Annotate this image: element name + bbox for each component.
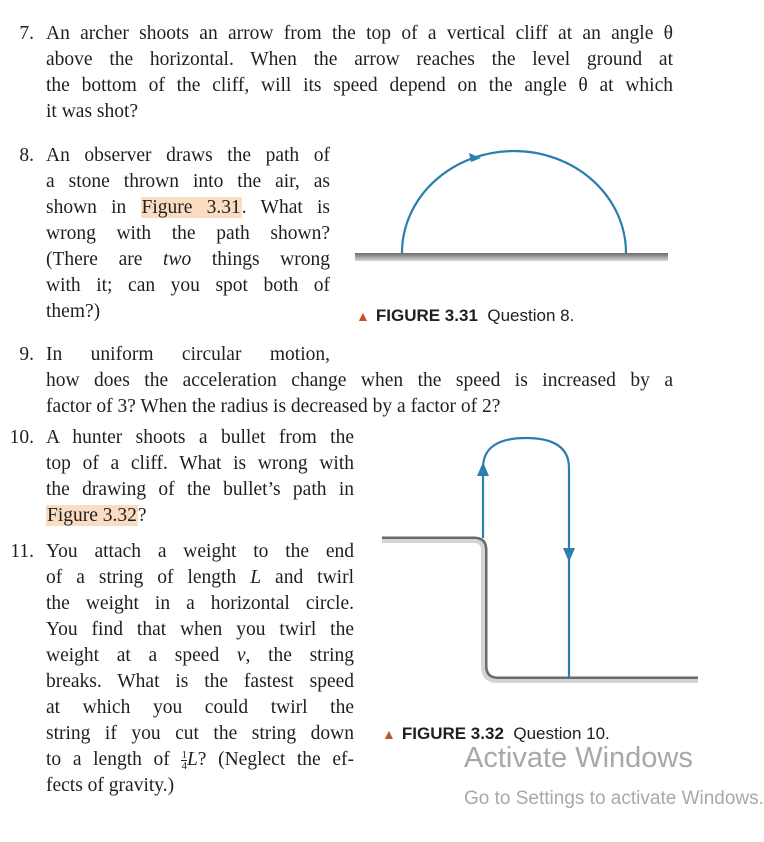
question-number: 9. [19, 344, 34, 365]
figure-3-31-caption: ▲ FIGURE 3.31 Question 8. [356, 306, 575, 325]
fraction-one-quarter: $\frac{1}{4}$ [181, 749, 187, 773]
question-number: 10. [9, 427, 34, 448]
triangle-icon: ▲ [382, 726, 396, 742]
arrowhead-icon [469, 153, 481, 162]
figure-reference-link[interactable]: Figure 3.31 [141, 197, 241, 218]
question-number: 8. [19, 145, 34, 166]
figure-reference-link[interactable]: Figure 3.32 [47, 505, 137, 526]
activation-watermark-title: Activate Windows [464, 742, 693, 774]
arrowhead-down-icon [563, 548, 575, 562]
figure-3-31-diagram [355, 140, 675, 270]
question-text: You attach a weight to the end of a string of length L and twirl the weight in a horizontal circle. You find that when you twirl the weight at a speed v, the string breaks. What is the fastest speed at which you could twirl the string if you cut the string down to a length of $\frac{1}{4}$ L? (Neglect the ef- fects of gravity.) [46, 541, 355, 796]
question-number: 7. [19, 23, 34, 44]
activation-watermark-subtitle[interactable]: Go to Settings to activate Windows. [464, 788, 764, 809]
cliff-shape [382, 538, 698, 678]
ground-line [355, 253, 668, 261]
question-text: A hunter shoots a bullet from the top of a cliff. What is wrong with the drawing of the bullet’s path in Figure 3.32? [46, 427, 354, 526]
bullet-path [483, 438, 569, 678]
arrowhead-up-icon [477, 462, 489, 476]
stone-path-arc [402, 151, 626, 253]
figure-3-32-caption: ▲ FIGURE 3.32 Question 10. [382, 724, 610, 743]
question-text: In uniform circular motion, how does the acceleration change when the speed is increased by a factor of 3? When the radius is decreased by a factor of 2? [46, 344, 673, 417]
question-text: An archer shoots an arrow from the top of a vertical cliff at an angle θ above the horizontal. When the arrow reaches the level ground at the bottom of the cliff, will its speed depend on the angle θ at which it was shot? [46, 23, 673, 122]
question-number: 11. [10, 541, 34, 562]
figure-3-32-diagram [382, 428, 702, 688]
triangle-icon: ▲ [356, 308, 370, 324]
question-text: An observer draws the path of a stone thrown into the air, as shown in Figure 3.31. What is wrong with the path shown? (There are two things wrong with it; can you spot both of them?) [46, 145, 331, 322]
